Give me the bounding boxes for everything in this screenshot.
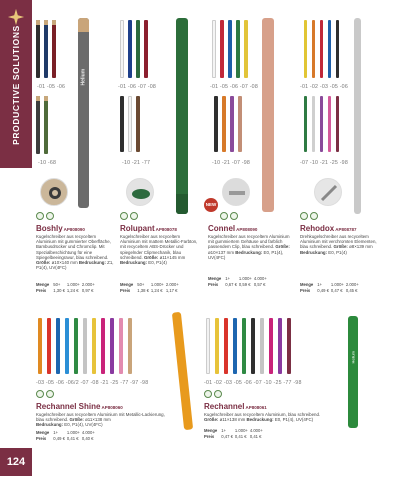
price-label: Preis [208, 281, 219, 287]
product-name: Connel [208, 224, 236, 233]
quantity-label: Menge [36, 282, 50, 287]
eco-badges [36, 390, 54, 398]
price-table [208, 276, 269, 287]
pen-green [242, 318, 246, 374]
quantity-row [36, 282, 97, 288]
product-name: Rehodox [300, 224, 335, 233]
price-table [204, 428, 265, 439]
print-label: Bedruckung: [235, 249, 263, 255]
hero-pen [262, 18, 274, 212]
pen-engraving: Helium [80, 68, 87, 86]
pen-red [320, 20, 323, 78]
eco-icon [130, 212, 138, 220]
detail-photo [126, 178, 154, 206]
quantity-row [204, 428, 265, 434]
recycled-icon [204, 390, 212, 398]
print-label: Bedruckung: [120, 260, 148, 266]
product-code: AP808787 [335, 227, 357, 232]
size-value: ø10×140 mm [50, 260, 79, 266]
pen-red [47, 318, 51, 374]
eco-badges [120, 212, 138, 220]
price-value: 0,41 € [66, 435, 79, 441]
product-code: AP808061 [245, 405, 267, 410]
quantity-tier: 1.000+ [66, 282, 80, 287]
detail-photo [40, 178, 68, 206]
quantity-label: Menge [300, 282, 314, 287]
price-table [36, 430, 97, 441]
description-text: Kugelschreiber aus recyceltem Aluminium mit gummierter Oberfläche, Bambusdrücker und Chromclip. Mit Spezialbeschichtung für eine Spiegelbeeingravur, blau schreibend. [36, 234, 111, 260]
eco-icon [214, 390, 222, 398]
pen-purple [230, 96, 234, 152]
quantity-label: Menge [36, 430, 50, 435]
quantity-row [120, 282, 181, 288]
pen-black [120, 96, 124, 152]
pen-green [74, 318, 78, 374]
quantity-tier: 1.000+ [150, 282, 164, 287]
price-table [36, 282, 97, 293]
print-value: E0, P1(4), UV(4FC) [273, 417, 314, 423]
price-value: 1,24 € [150, 287, 163, 293]
size-label: Größe: [204, 417, 219, 423]
pen-black [214, 96, 218, 152]
pen-blue [44, 20, 48, 78]
price-value: 0,47 € [330, 287, 343, 293]
pen-green [304, 96, 307, 152]
pen-engraving: Helium [350, 351, 356, 364]
pen-silver [260, 318, 264, 374]
product-name: Rolupant [120, 224, 155, 233]
quantity-row [36, 430, 97, 436]
pen-blue [328, 20, 331, 78]
eco-badges [300, 212, 318, 220]
price-value: 1,30 € [53, 287, 65, 293]
description-text: Kugelschreiber aus recyceltem Aluminium mit gummiertem Gehäuse und farblich passendem Clip, blau schreibend. [208, 234, 290, 250]
price-value: 0,49 € [317, 287, 329, 293]
price-row [204, 434, 265, 440]
size-label: Größe: [333, 244, 348, 250]
print-label: Bedruckung: [36, 422, 64, 428]
product-description [300, 234, 384, 255]
pen-silver [312, 96, 315, 152]
color-codes: -01 -02 -03 -05 -06 -07 -10 -25 -77 -98 [204, 380, 302, 386]
quantity-row [300, 282, 361, 288]
pen-burgundy [287, 318, 291, 374]
quantity-label: Menge [204, 428, 218, 433]
pen-white [206, 318, 210, 374]
quantity-tier: 50+ [53, 282, 61, 287]
pen-cap [78, 18, 89, 32]
product-title [120, 224, 177, 233]
price-table [300, 282, 361, 293]
pen-green [236, 20, 240, 78]
pen-light-blue [65, 318, 69, 374]
price-value: 0,45 € [345, 287, 358, 293]
price-label: Preis [36, 287, 47, 293]
engraving-icon [41, 179, 68, 206]
pen-magenta [269, 318, 273, 374]
quantity-tier: 1+ [317, 282, 323, 287]
color-codes: -10 -68 [38, 160, 57, 166]
pen-red [144, 20, 148, 78]
color-codes: -01 -05 -06 -07 -08 [210, 84, 258, 90]
eco-icon [46, 390, 54, 398]
quantity-tier: 2.000+ [345, 282, 359, 287]
pen-red [220, 20, 224, 78]
description-text: Kugelschreiber aus recyceltem Aluminium, blau schreibend. [204, 412, 321, 417]
detail-photo [222, 178, 250, 206]
pen-silver [83, 318, 87, 374]
pen-blue [228, 20, 232, 78]
product-name: Boshly [36, 224, 63, 233]
product-code: AP808090 [236, 227, 258, 232]
price-row [120, 288, 181, 294]
quantity-tier: 4.000+ [253, 276, 267, 281]
print-value: Z1, P1(4), UV(4FC) [36, 260, 114, 271]
quantity-label: Menge [120, 282, 134, 287]
pen-black [336, 20, 339, 78]
print-value: E0, P1(4), UV(4FC) [63, 422, 103, 428]
color-codes: -10 -21 -07 -98 [212, 160, 251, 166]
pen-burgundy [336, 96, 339, 152]
quantity-tier: 1+ [53, 430, 59, 435]
print-label: Bedruckung: [246, 417, 274, 423]
product-description [36, 234, 116, 270]
pen-magenta [101, 318, 105, 374]
price-label: Preis [204, 433, 215, 439]
pen-clip-icon [127, 179, 154, 206]
description-text: Kugelschreiber aus recyceltem Aluminium mit Metallic-Lackierung, blau schreibend. [36, 412, 165, 423]
price-row [208, 282, 269, 288]
product-title [36, 402, 123, 411]
quantity-tier: 1.000+ [330, 282, 344, 287]
eco-badges [220, 212, 238, 220]
size-label: Größe: [36, 260, 51, 266]
color-codes: -01 -06 -07 -08 [118, 84, 157, 90]
product-code: AP808078 [155, 227, 177, 232]
pen-dark [36, 96, 40, 154]
price-row [300, 288, 361, 294]
pen-yellow [215, 318, 219, 374]
pen-red [52, 20, 56, 78]
hero-pen [78, 18, 89, 208]
price-value: 0,40 € [81, 435, 94, 441]
pen-blue [56, 318, 60, 374]
pen-purple [320, 96, 323, 152]
print-value: E0, P1(4) [327, 249, 347, 255]
price-label: Preis [300, 287, 311, 293]
size-value: ø10×137 mm [208, 249, 236, 255]
pen-yellow [244, 20, 248, 78]
price-value: 0,67 € [225, 281, 237, 287]
size-label: Größe: [69, 417, 84, 423]
pen-yellow [92, 318, 96, 374]
hero-pen [354, 18, 361, 214]
quantity-row [208, 276, 269, 282]
price-value: 1,24 € [66, 287, 79, 293]
price-label: Preis [36, 435, 47, 441]
size-value: ø11×145 mm [158, 254, 186, 260]
price-value: 0,47 € [221, 433, 233, 439]
pen-blue [128, 20, 132, 78]
quantity-tier: 50+ [137, 282, 145, 287]
color-codes: -07 -10 -21 -25 -98 [300, 160, 348, 166]
recycled-icon [220, 212, 228, 220]
color-codes: -01 -05 -06 [37, 84, 66, 90]
pen-rose [238, 96, 242, 152]
pen-grip [176, 194, 188, 214]
pen-purple [278, 318, 282, 374]
pen-black [251, 318, 255, 374]
product-code: AP808060 [101, 405, 123, 410]
pen-green [44, 96, 48, 154]
quantity-tier: 1.000+ [238, 276, 252, 281]
sidebar [0, 0, 32, 480]
detail-photo [314, 178, 342, 206]
price-value: 1,17 € [165, 287, 178, 293]
product-code: AP808090 [63, 227, 85, 232]
pen-pink [328, 96, 331, 152]
description-text: Kugelschreiber aus recyceltem Aluminium mit mattem Metallic-Farbton, mit recyceltem ABS-Drücker und spiegelnder Clipmechanik, blau schreibend. [120, 234, 198, 260]
hero-pen [172, 312, 193, 430]
quantity-tier: 1+ [221, 428, 227, 433]
price-row [36, 436, 97, 442]
new-badge: NEW [204, 198, 218, 212]
eco-badges [36, 212, 54, 220]
size-label: Größe: [275, 244, 290, 250]
price-value: 0,41 € [249, 433, 262, 439]
pen-brown [136, 96, 140, 152]
print-label: Bedruckung: [78, 260, 106, 266]
product-name: Rechannel Shine [36, 402, 101, 411]
product-name: Rechannel [204, 402, 245, 411]
eco-icon [230, 212, 238, 220]
eco-icon [46, 212, 54, 220]
pen-white [128, 96, 132, 152]
pen-gold [128, 318, 132, 374]
quantity-tier: 4.000+ [81, 430, 95, 435]
size-value: ø11×138 mm [83, 417, 111, 423]
product-description [204, 412, 334, 422]
price-table [120, 282, 181, 293]
price-label: Preis [120, 287, 131, 293]
pen-white [120, 20, 124, 78]
hero-pen [348, 316, 358, 428]
description-text: Drehkugelschreiber aus recyceltem Aluminium mit verchromten Elementen, blau schreibend. [300, 234, 377, 250]
pen-tip-icon [315, 179, 342, 206]
recycled-icon [36, 390, 44, 398]
size-value: ø11×138 mm [218, 417, 247, 423]
product-title [204, 402, 267, 411]
product-description [36, 412, 166, 428]
pen-purple [110, 318, 114, 374]
product-description [208, 234, 290, 260]
size-value: ø8×139 mm [347, 244, 373, 250]
eco-badges [204, 390, 222, 398]
product-description [120, 234, 200, 265]
pen-orange [312, 20, 315, 78]
pen-orange [38, 318, 42, 374]
color-codes: -01 -02 -03 -05 -06 [300, 84, 348, 90]
size-label: Größe: [143, 254, 159, 260]
color-codes: -10 -21 -77 [122, 160, 151, 166]
quantity-label: Menge [208, 276, 222, 281]
price-value: 0,97 € [81, 287, 94, 293]
price-value: 0,59 € [238, 281, 251, 287]
price-row [36, 288, 97, 294]
eco-icon [310, 212, 318, 220]
quantity-tier: 2.000+ [81, 282, 95, 287]
price-value: 0,41 € [234, 433, 247, 439]
hero-pen [176, 18, 188, 214]
page-number: 124 [0, 448, 32, 476]
pen-pink [119, 318, 123, 374]
section-label: PRODUCTIVE SOLUTIONS [11, 25, 21, 145]
recycled-icon [120, 212, 128, 220]
print-label: Bedruckung: [300, 249, 328, 255]
price-value: 0,57 € [253, 281, 266, 287]
color-codes: -03 -05 -06 -06/2 -07 -08 -21 -25 -77 -97 -98 [36, 380, 149, 386]
pen-orange [222, 96, 226, 152]
print-value: E0, P1(4) [147, 260, 167, 266]
pen-yellow [304, 20, 307, 78]
product-title [208, 224, 257, 233]
recycled-icon [300, 212, 308, 220]
quantity-tier: 4.000+ [249, 428, 263, 433]
pen-black [36, 20, 40, 78]
price-value: 0,49 € [53, 435, 65, 441]
quantity-tier: 1.000+ [234, 428, 248, 433]
product-title [300, 224, 357, 233]
quantity-tier: 1+ [225, 276, 231, 281]
print-value: E0, P1(4), UV(4FC) [208, 249, 284, 260]
quantity-tier: 2.000+ [165, 282, 179, 287]
quantity-tier: 1.000+ [66, 430, 80, 435]
pen-red [224, 318, 228, 374]
pen-blue [233, 318, 237, 374]
price-value: 1,38 € [137, 287, 149, 293]
pen-white [212, 20, 216, 78]
product-title [36, 224, 85, 233]
recycled-icon [36, 212, 44, 220]
pen-green [136, 20, 140, 78]
pen-detail-icon [223, 179, 250, 206]
